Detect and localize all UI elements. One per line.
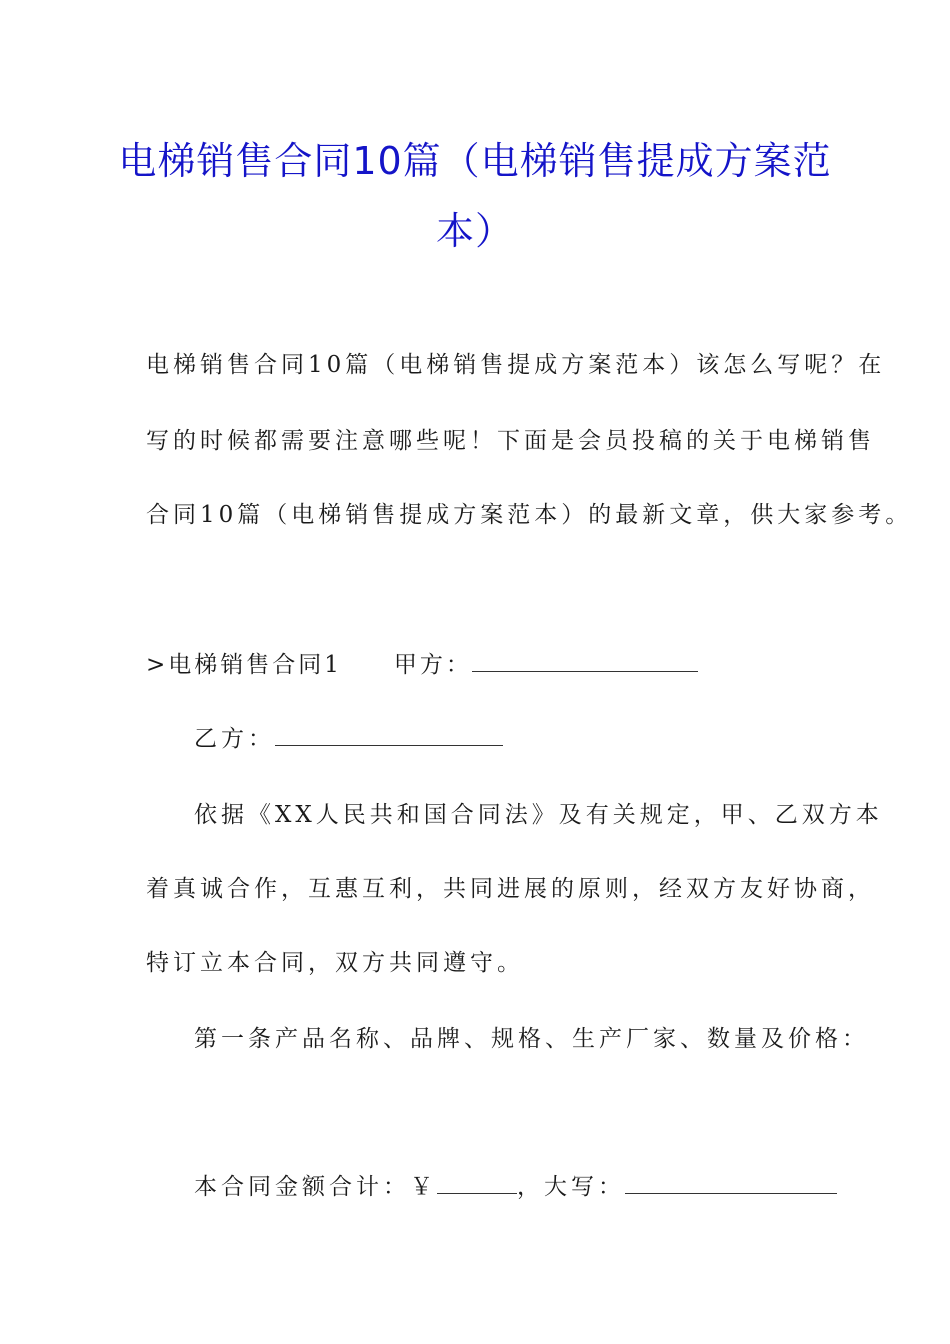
capital-amount-label: ，大写： [517, 1174, 625, 1200]
contract-heading: >电梯销售合同1 [146, 652, 342, 678]
document-title-line-2: 本） [435, 209, 514, 253]
article-1-heading: 第一条产品名称、品牌、规格、生产厂家、数量及价格： [194, 1026, 869, 1052]
basis-line-1: 依据《XX人民共和国合同法》及有关规定，甲、乙双方本 [194, 802, 883, 828]
basis-line-3: 特订立本合同，双方共同遵守。 [146, 950, 524, 976]
capital-amount-blank[interactable] [625, 1171, 837, 1194]
amount-row [194, 1168, 837, 1201]
intro-line-2: 写的时候都需要注意哪些呢！下面是会员投稿的关于电梯销售 [146, 428, 875, 454]
amount-label: 本合同金额合计：￥ [194, 1174, 437, 1200]
party-b-label: 乙方： [194, 726, 275, 752]
amount-blank[interactable] [437, 1171, 517, 1194]
intro-line-1: 电梯销售合同10篇（电梯销售提成方案范本）该怎么写呢？在 [146, 352, 886, 378]
contract-heading-row [146, 646, 698, 679]
party-b-blank[interactable] [275, 723, 503, 746]
party-a-blank[interactable] [472, 649, 698, 672]
party-b-row [194, 720, 503, 753]
basis-line-2: 着真诚合作，互惠互利，共同进展的原则，经双方友好协商， [146, 876, 875, 902]
document-title-line-1: 电梯销售合同10篇（电梯销售提成方案范 [118, 139, 832, 183]
party-a-label: 甲方： [393, 652, 472, 678]
intro-line-3: 合同10篇（电梯销售提成方案范本）的最新文章，供大家参考。 [146, 502, 913, 528]
